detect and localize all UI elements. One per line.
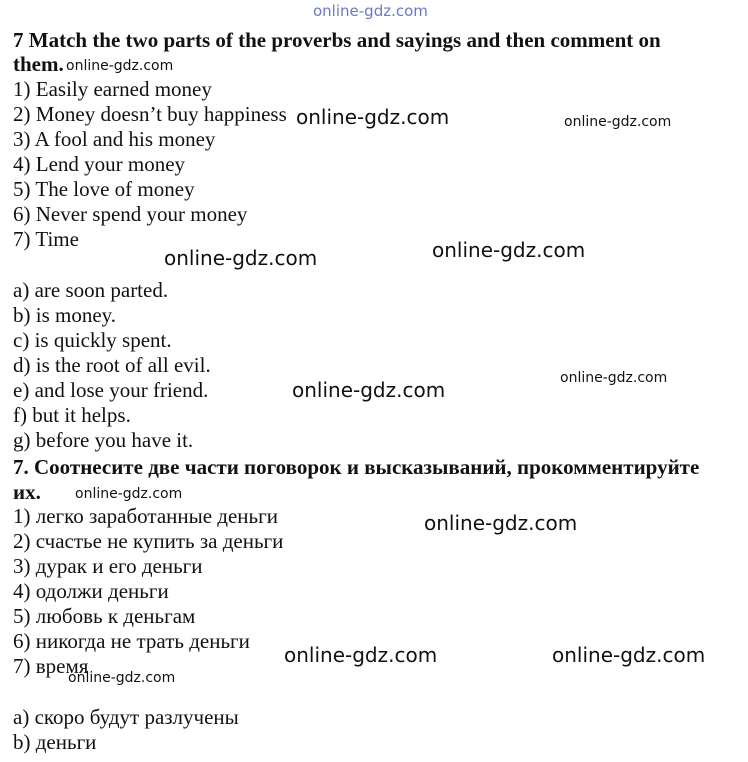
english-ending-c: c) is quickly spent. [13, 328, 172, 352]
english-beginning-2: 2) Money doesn’t buy happiness [13, 102, 287, 126]
watermark: online-gdz.com [66, 58, 174, 74]
english-heading-line2: them. [13, 52, 64, 76]
russian-beginning-7: 7) время [13, 654, 89, 678]
russian-beginning-3: 3) дурак и его деньги [13, 554, 203, 578]
watermark: online-gdz.com [68, 670, 176, 686]
watermark: online-gdz.com [564, 114, 672, 130]
watermark: online-gdz.com [75, 486, 183, 502]
english-beginning-7: 7) Time [13, 227, 79, 251]
watermark: online-gdz.com [552, 643, 706, 667]
russian-ending-a: a) скоро будут разлучены [13, 705, 239, 729]
watermark: online-gdz.com [432, 238, 586, 262]
english-beginning-6: 6) Never spend your money [13, 202, 248, 226]
watermark: online-gdz.com [424, 511, 578, 535]
russian-ending-b: b) деньги [13, 730, 97, 754]
watermark: online-gdz.com [164, 246, 318, 270]
watermark-top: online-gdz.com [313, 2, 428, 20]
english-ending-g: g) before you have it. [13, 428, 194, 452]
watermark: online-gdz.com [296, 105, 450, 129]
watermark: online-gdz.com [560, 370, 668, 386]
russian-beginning-5: 5) любовь к деньгам [13, 604, 196, 628]
russian-beginning-6: 6) никогда не трать деньги [13, 629, 250, 653]
english-beginning-3: 3) A fool and his money [13, 127, 216, 151]
russian-beginning-1: 1) легко заработанные деньги [13, 504, 278, 528]
english-ending-d: d) is the root of all evil. [13, 353, 211, 377]
english-ending-f: f) but it helps. [13, 403, 131, 427]
russian-heading-line1: 7. Соотнесите две части поговорок и высказываний, прокомментируйте [13, 455, 700, 479]
russian-beginning-4: 4) одолжи деньги [13, 579, 169, 603]
english-beginning-1: 1) Easily earned money [13, 77, 212, 101]
russian-beginning-2: 2) счастье не купить за деньги [13, 529, 284, 553]
english-beginning-4: 4) Lend your money [13, 152, 186, 176]
watermark: online-gdz.com [292, 378, 446, 402]
english-beginning-5: 5) The love of money [13, 177, 195, 201]
russian-heading-line2: их. [13, 480, 41, 504]
english-ending-a: a) are soon parted. [13, 278, 169, 302]
english-heading-line1: 7 Match the two parts of the proverbs and sayings and then comment on [13, 28, 661, 52]
english-ending-e: e) and lose your friend. [13, 378, 209, 402]
watermark: online-gdz.com [284, 643, 438, 667]
english-ending-b: b) is money. [13, 303, 117, 327]
